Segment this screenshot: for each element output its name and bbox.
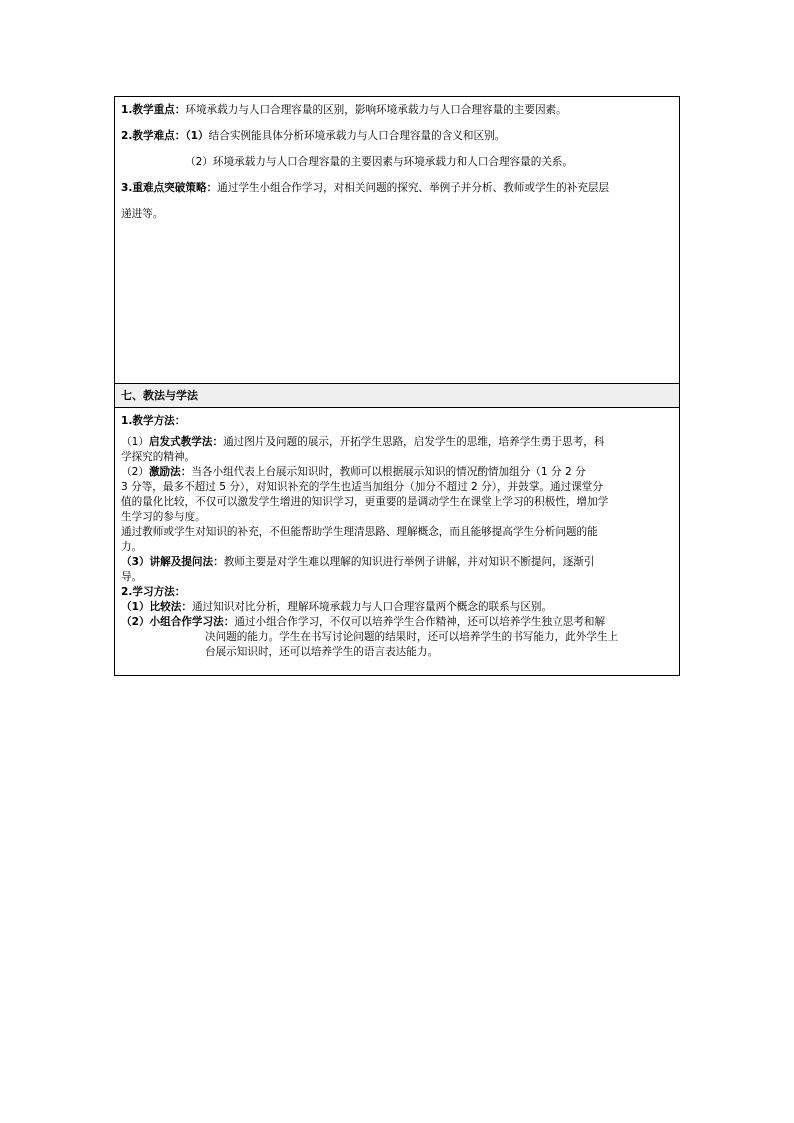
difficulties-item1-text: 结合实例能具体分析环境承载力与人口合理容量的含义和区别。 xyxy=(208,130,506,142)
supplement-line-2: 力。 xyxy=(121,541,143,553)
method2-line-1 xyxy=(121,465,586,479)
difficulties-line-1 xyxy=(121,129,505,143)
method2-line-3: 值的量化比较，不仅可以激发学生增进的知识学习，更重要的是调动学生在课堂上学习的积极性，增加学 xyxy=(121,496,609,508)
method2-num: （2） xyxy=(121,466,149,478)
strategy-label: 3.重难点突破策略： xyxy=(121,182,218,194)
strategy-text-2: 递进等。 xyxy=(121,208,164,220)
key-points-line xyxy=(121,103,567,117)
method3-label: （3）讲解及提问法： xyxy=(121,556,224,568)
learn2-line-1 xyxy=(121,615,605,629)
learn2-text-1: 通过小组合作学习，不仅可以培养学生合作精神，还可以培养学生独立思考和解 xyxy=(234,616,606,628)
method1-text-1: 通过图片及问题的展示，开拓学生思路，启发学生的思维，培养学生勇于思考，科 xyxy=(223,436,605,448)
key-difficult-points-cell xyxy=(115,97,679,384)
method3-line-1 xyxy=(121,555,595,569)
supplement-line-1: 通过教师或学生对知识的补充，不但能帮助学生理清思路、理解概念，而且能够提高学生分析问题的能 xyxy=(121,526,598,538)
learn1-text: 通过知识对比分析，理解环境承载力与人口合理容量两个概念的联系与区别。 xyxy=(191,601,553,613)
strategy-text-1: 通过学生小组合作学习，对相关问题的探究、举例子并分析、教师或学生的补充层层 xyxy=(217,182,610,194)
strategy-line-1 xyxy=(121,181,609,195)
lesson-plan-table xyxy=(114,96,680,676)
difficulties-item2-text: （2）环境承载力与人口合理容量的主要因素与环境承载力和人口合理容量的关系。 xyxy=(185,156,574,168)
difficulties-item1-num: （1） xyxy=(185,130,209,142)
learn1-line xyxy=(121,600,552,614)
learn1-label: （1）比较法： xyxy=(121,601,192,613)
method2-label: 激励法： xyxy=(148,466,192,478)
method1-label: 启发式教学法： xyxy=(148,436,224,448)
method1-num: （1） xyxy=(121,436,149,448)
key-points-label: 1.教学重点： xyxy=(121,104,186,116)
difficulties-line-2 xyxy=(185,155,573,169)
method1-line-2: 学探究的精神。 xyxy=(121,451,196,463)
methods-cell xyxy=(115,408,679,675)
method2-text-1: 当各小组代表上台展示知识时，教师可以根据展示知识的情况酌情加组分（1 分 2 分 xyxy=(191,466,586,478)
section-title: 七、教法与学法 xyxy=(121,389,198,402)
learn2-line-2: 决问题的能力。学生在书写讨论问题的结果时，还可以培养学生的书写能力，此外学生上 xyxy=(205,631,619,643)
key-points-text: 环境承载力与人口合理容量的区别，影响环境承载力与人口合理容量的主要因素。 xyxy=(185,104,567,116)
method2-line-4: 生学习的参与度。 xyxy=(121,511,206,523)
strategy-line-2 xyxy=(121,207,163,221)
teaching-methods-label: 1.教学方法： xyxy=(121,415,186,427)
method2-line-2: 3 分等，最多不超过 5 分），对知识补充的学生也适当加组分（加分不超过 2 分），并鼓掌。通过课堂分 xyxy=(121,481,603,493)
method3-line-2: 导。 xyxy=(121,571,143,583)
method3-text-1: 教师主要是对学生难以理解的知识进行举例子讲解，并对知识不断提问，逐渐引 xyxy=(223,556,595,568)
method1-line-1 xyxy=(121,435,604,449)
section-header xyxy=(115,384,679,408)
learning-methods-label: 2.学习方法： xyxy=(121,586,186,598)
difficulties-label: 2.教学难点： xyxy=(121,130,186,142)
learn2-line-3: 台展示知识时，还可以培养学生的语言表达能力。 xyxy=(205,646,439,658)
learn2-label: （2）小组合作学习法： xyxy=(121,616,235,628)
